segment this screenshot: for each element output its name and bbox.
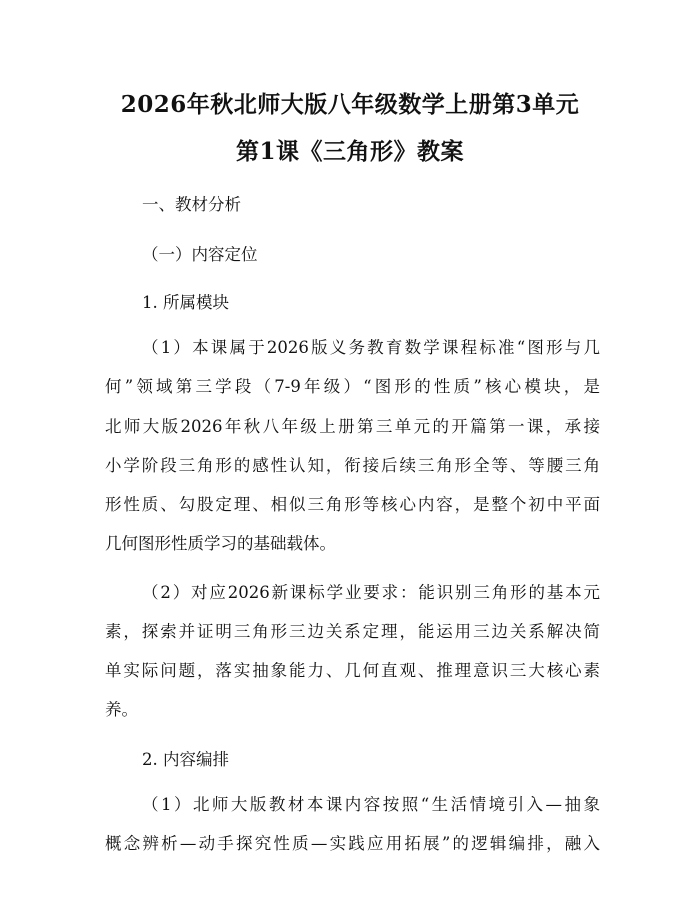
item-heading-module: 1. 所属模块: [142, 293, 229, 312]
paragraph-1-line: 北师大版2026年秋八年级上册第三单元的开篇第一课，承接: [105, 417, 600, 436]
paragraph-1-line: （1）本课属于2026版义务教育数学课程标准“图形与几: [142, 338, 600, 357]
document-title-line-2: 第1课《三角形》教案: [235, 138, 464, 165]
paragraph-1-line: 小学阶段三角形的感性认知，衔接后续三角形全等、等腰三角: [105, 456, 600, 475]
item-heading-content-arrangement: 2. 内容编排: [142, 750, 229, 769]
section-heading-textbook-analysis: 一、教材分析: [142, 195, 241, 214]
paragraph-2-line: 养。: [105, 700, 138, 719]
document-title-line-1: 2026年秋北师大版八年级数学上册第3单元: [120, 91, 580, 118]
subsection-heading-content-positioning: （一）内容定位: [142, 245, 258, 264]
paragraph-1-line: 形性质、勾股定理、相似三角形等核心内容，是整个初中平面: [105, 495, 600, 514]
paragraph-2-line: 单实际问题，落实抽象能力、几何直观、推理意识三大核心素: [105, 661, 600, 680]
paragraph-3-line: 概念辨析—动手探究性质—实践应用拓展”的逻辑编排，融入: [105, 834, 600, 853]
paragraph-3-line: （1）北师大版教材本课内容按照“生活情境引入—抽象: [142, 795, 600, 814]
paragraph-1-line: 几何图形性质学习的基础载体。: [105, 534, 336, 553]
paragraph-2-line: 素，探索并证明三角形三边关系定理，能运用三边关系解决简: [105, 622, 600, 641]
paragraph-2-line: （2）对应2026新课标学业要求：能识别三角形的基本元: [142, 583, 600, 602]
paragraph-1-line: 何”领域第三学段（7-9年级）“图形的性质”核心模块，是: [105, 377, 600, 396]
